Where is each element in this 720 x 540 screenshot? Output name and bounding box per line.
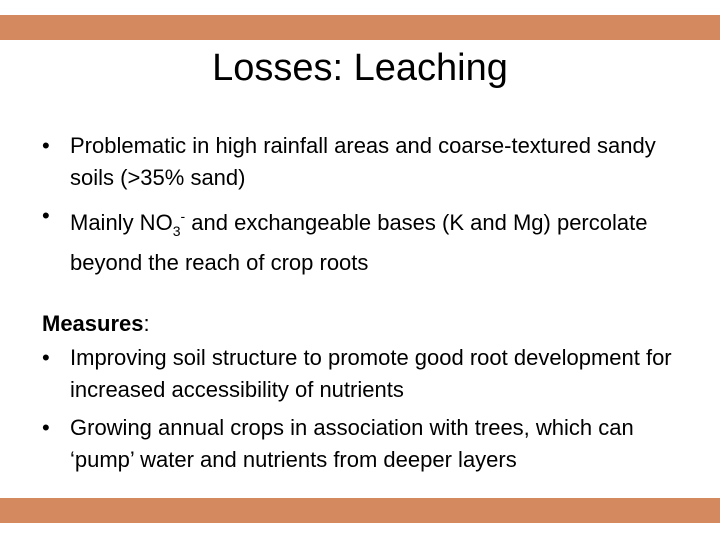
bullet-item [42,130,682,194]
measure-item [42,342,692,406]
nitrate-superscript: - [180,208,186,224]
bullet-item [42,200,682,279]
measures-section [42,308,692,482]
measures-heading [42,308,692,340]
bullet-text-prefix: Mainly NO [70,210,173,235]
slide-title: Losses: Leaching [212,47,508,89]
measure-text: Improving soil structure to promote good root development for increased accessibility of nutrients [70,345,672,402]
bullet-text-suffix: and exchangeable bases (K and Mg) percolate beyond the reach of crop roots [70,210,648,275]
bullet-dot: • [42,133,50,158]
bullet-list [42,130,682,285]
bullet-dot: • [42,415,50,440]
bottom-accent-band [0,498,720,523]
measures-label: Measures [42,311,144,336]
top-accent-band [0,15,720,40]
measure-text: Growing annual crops in association with trees, which can ‘pump’ water and nutrients from deeper layers [70,415,634,472]
measures-colon: : [143,311,150,336]
bullet-dot: • [42,203,50,228]
bullet-text: Problematic in high rainfall areas and coarse-textured sandy soils (>35% sand) [70,133,656,190]
bullet-dot: • [42,345,50,370]
measure-item [42,412,692,476]
nitrate-subscript: 3 [172,223,181,239]
